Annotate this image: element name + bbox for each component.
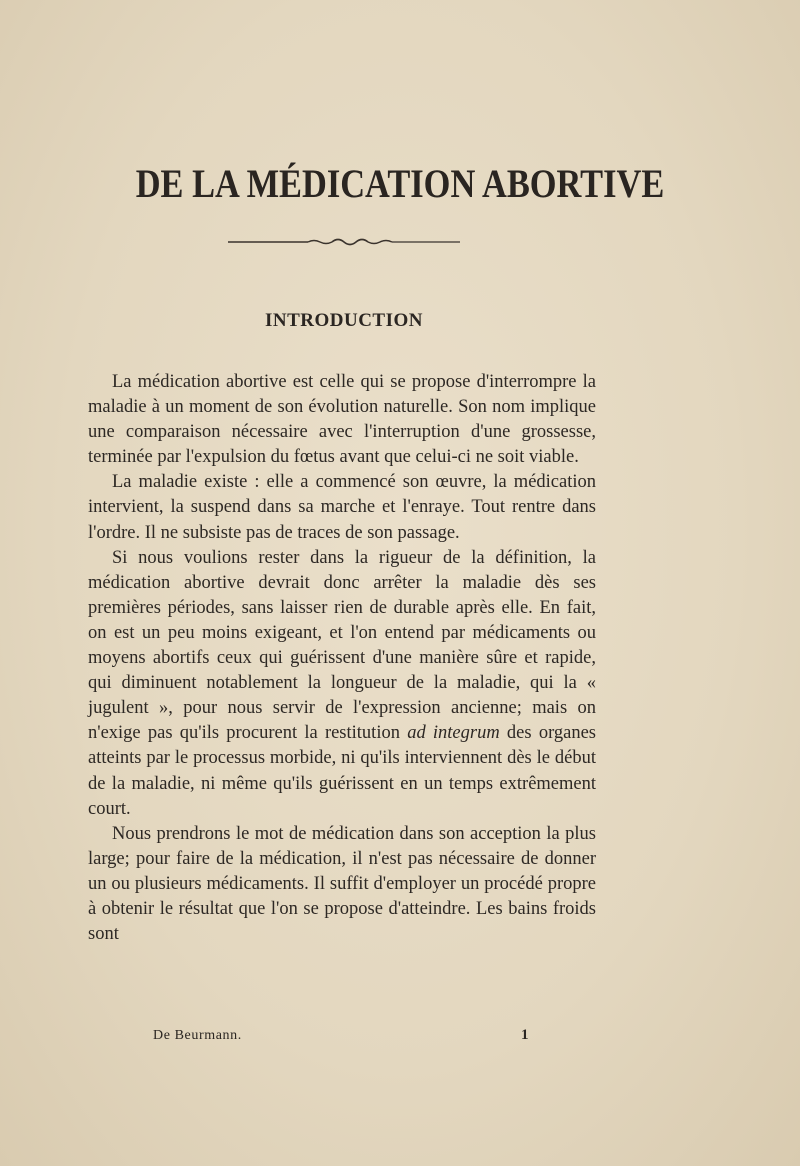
paragraph-3-text-b: des organes atteints par le processus morbide, ni qu'ils interviennent dès le début de la maladie, ni même qu'ils guérissent en un temps extrêmement court. <box>88 723 597 819</box>
section-heading: INTRODUCTION <box>264 310 424 331</box>
footer-author: De Beurmann. <box>153 1028 242 1043</box>
paragraph-3 <box>88 546 596 822</box>
paragraph-3-text-a: Si nous voulions rester dans la rigueur de la définition, la médication abortive devrait donc arrêter la maladie dès ses premières périodes, sans laisser rien de durable après elle. En fait, on est un peu moins exigeant, et l'on entend par médicaments ou moyens abortifs ceux qui guérissent d'une manière sûre et rapide, qui diminuent notablement la longueur de la maladie, qui la « jugulent », pour nous servir de l'expression ancienne; mais on n'exige pas qu'ils procurent la restitution <box>88 547 596 744</box>
page-number: 1 <box>521 1027 529 1043</box>
paragraph-2: La maladie existe : elle a commencé son œuvre, la médication intervient, la suspend dans sa marche et l'enraye. Tout rentre dans l'ordre. Il ne subsiste pas de traces de son passage. <box>88 472 596 543</box>
body-text <box>88 370 596 947</box>
paragraph-4: Nous prendrons le mot de médication dans son acception la plus large; pour faire de la médication, il n'est pas nécessaire de donner un ou plusieurs médicaments. Il suffit d'employer un procédé propre à obtenir le résultat que l'on se propose d'atteindre. Les bains froids sont <box>88 823 596 945</box>
paragraph-1: La médication abortive est celle qui se propose d'interrompre la maladie à un moment de son évolution naturelle. Son nom implique une comparaison nécessaire avec l'interruption d'une grossesse, terminée par l'expulsion du fœtus avant que celui-ci ne soit viable. <box>88 372 596 468</box>
page-title: DE LA MÉDICATION ABORTIVE <box>135 161 665 206</box>
paragraph-3-italic: ad integrum <box>407 723 500 744</box>
decorative-rule-icon <box>228 234 460 250</box>
